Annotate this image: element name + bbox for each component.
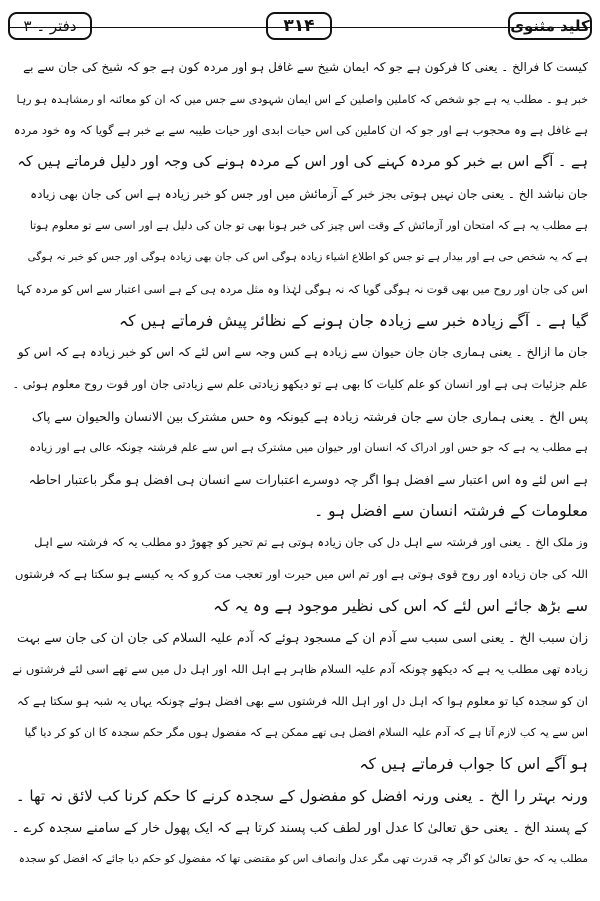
text-line: ہے غافل ہے وہ محجوب ہے اور جو کہ ان کاملین کی اس حیات ابدی اور حیات طیبہ سے بے خبر ہے گویا کہ وہ خود مردہ — [13, 123, 588, 138]
text-line: ہے ۔ آگے اس بے خبر کو مردہ کہنے کی اور اس کے مردہ ہونے کی وجہ اور دلیل فرماتے ہیں کہ — [17, 154, 588, 171]
text-line: پس الخ ۔ یعنی ہماری جان سے جان فرشتہ زیادہ ہے کیونکہ وہ حس مشترک بین الانسان والحیوان سے پاک — [31, 408, 588, 424]
text-line: جان ما ازالخ ۔ یعنی ہماری جان جان حیوان سے زیادہ ہے کس وجہ سے اس لئے کہ اس کو خبر زیادہ ہے کہ اس کو — [17, 345, 588, 360]
text-line: علم جزئیات ہی ہے اور انسان کو علم کلیات کا بھی ہے تو دیکھو زیادتی علم سے زیادتی جان اور قوت روح معلوم ہوئی ۔ — [12, 376, 588, 391]
text-line: زان سبب الخ ۔ یعنی اسی سبب سے آدم ان کے مسجود ہوئے کہ آدم علیہ السلام کی جان ان کی جان سے بہت — [17, 630, 588, 646]
text-line: معلومات کے فرشتہ انسان سے افضل ہو ۔ — [314, 501, 588, 520]
text-line: سے بڑھ جائے اس لئے کہ اس کی نظیر موجود ہے وہ یہ کہ — [213, 596, 588, 615]
text-line: گیا ہے ۔ آگے زیادہ خبر سے زیادہ جان ہونے کے نظائر پیش فرماتے ہیں کہ — [119, 311, 588, 330]
text-line: کے پسند الخ ۔ یعنی حق تعالیٰ کا عدل اور لطف کب پسند کرتا ہے کہ ایک پھول خار کے سامنے سجدہ کرے ۔ — [12, 820, 588, 836]
text-line: اس کی جان اور روح میں بھی قوت نہ ہوگی گویا کہ نہ ہوگی لہٰذا وہ مثل مردہ ہی کے ہے اسی اعتبار سے اس کو مردہ کہا — [16, 282, 588, 296]
text-line: ہو آگے اس کا جواب فرماتے ہیں کہ — [359, 755, 588, 774]
text-line: وز ملک الخ ۔ یعنی اور فرشتہ سے اہل دل کی جان زیادہ ہوتی ہے تم تحیر کو چھوڑ دو مطلب یہ کہ فرشتہ سے اہل — [34, 535, 588, 550]
page-number: ۳۱۴ — [266, 12, 332, 40]
body-text — [12, 52, 588, 876]
text-line: خبر ہو ۔ مطلب یہ ہے جو شخص کہ کاملین واصلین کے اس ایمان شہودی سے جس میں کہ ان کو معائنہ او رمشاہدہ ہو رہا — [16, 92, 588, 106]
text-line: ہے کہ یہ شخص حی ہے اور بیدار ہے تو جس کو اطلاع اشیاء زیادہ ہوگی اس کی جان بھی زیادہ ہوگی اور جس کو خبر نہ ہوگی — [27, 251, 588, 264]
text-line: زیادہ تھی مطلب یہ ہے کہ دیکھو چونکہ آدم علیہ السلام ظاہر ہے اہل اللہ اور اہل دل میں سے تھے اسی لئے فرشتوں نے — [12, 662, 588, 677]
text-line: اس سے یہ کب لازم آتا ہے کہ آدم علیہ السلام افضل ہی تھے ممکن ہے کہ مفضول ہوں مگر حکم سجدہ کا ان کو کر دیا گیا — [24, 726, 588, 740]
text-line: اللہ کی جان زیادہ اور روح قوی ہوتی ہے اور تم اس میں حیرت اور تعجب مت کرو کہ یہ کیسے ہو سکتا ہے کہ فرشتوں — [15, 567, 588, 581]
text-line: ہے مطلب یہ ہے کہ امتحان اور آزمائش کے وقت اس چیز کی خبر ہونا بھی تو جان کی دلیل ہے اور اسی سے تو معلوم ہوتا — [29, 219, 588, 233]
page-header — [8, 10, 592, 44]
volume-label: دفتر ۔ ۳ — [8, 12, 92, 40]
text-line: مطلب یہ کہ حق تعالیٰ کو اگر چہ قدرت تھی مگر عدل وانصاف اس کو مقتضی تھا کہ مفضول کو حکم دیا جائے کہ افضل کو سجدہ — [18, 853, 588, 866]
text-line: ان کو سجدہ کیا تو معلوم ہوا کہ اہل دل اور اہل اللہ فرشتوں سے بھی افضل ہوئے چونکہ یہاں یہ شبہ ہو سکتا ہے کہ — [17, 693, 588, 708]
text-line: کیست کا فرالخ ۔ یعنی کا فرکون ہے جو کہ ایمان شیخ سے غافل ہو اور مردہ کون ہے جو کہ شیخ کی جان سے بے — [23, 60, 588, 74]
text-line: ہے اس لئے وہ اس اعتبار سے افضل ہوا اگر چہ دوسرے اعتبارات سے انسان ہی افضل ہو مگر باعتبار احاطہ — [28, 471, 588, 487]
text-line: جان نباشد الخ ۔ یعنی جان نہیں ہوتی بجز خبر کے آزمائش میں اور جس کو خبر زیادہ ہے اس کی جان بھی زیادہ — [30, 186, 588, 201]
book-title: کلید مثنوی — [508, 12, 592, 40]
text-line: ہے مطلب یہ ہے کہ جو حس اور ادراک کہ انسان اور حیوان میں مشترک ہے اس سے علم فرشتہ چونکہ عالی ہے اور زیادہ — [29, 441, 588, 455]
text-line: ورنہ بہتر را الخ ۔ یعنی ورنہ افضل کو مفضول کے سجدہ کرنے کا حکم کرنا کب لائق نہ تھا ۔ — [15, 786, 588, 805]
